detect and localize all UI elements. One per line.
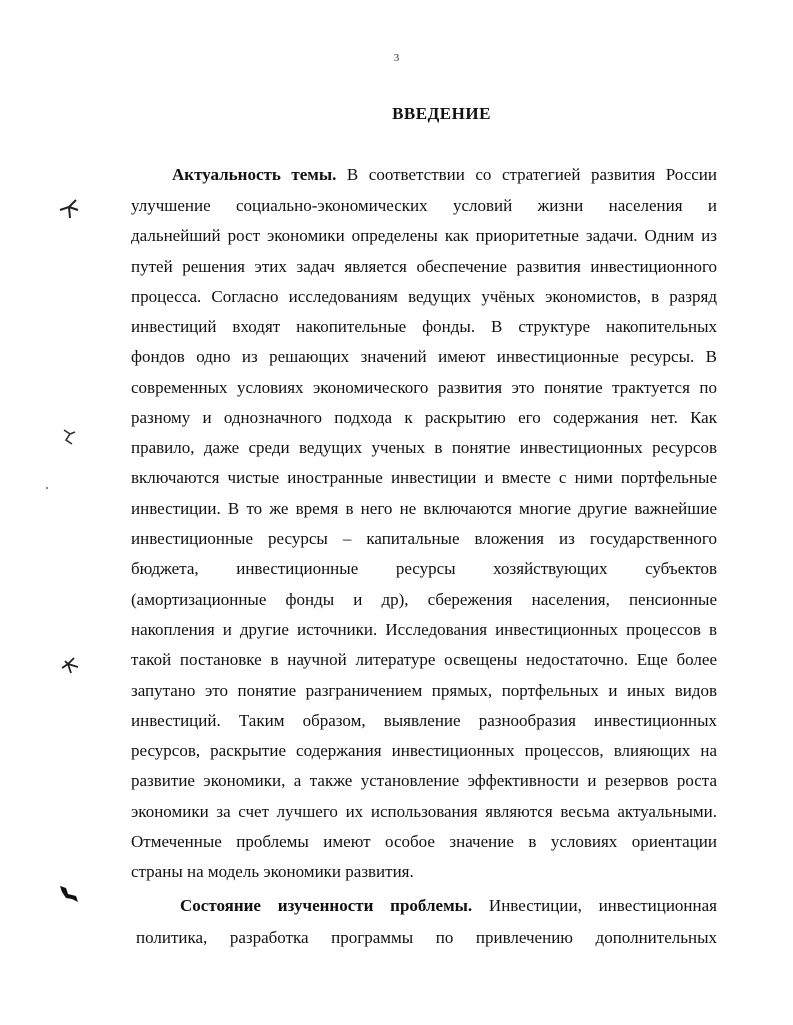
section-lead-study-state: Состояние изученности проблемы. <box>180 896 473 915</box>
paragraph-line: включаются чистые иностранные инвестиции и вместе с ними портфельные <box>131 468 717 487</box>
paragraph-line: процесса. Согласно исследованиям ведущих учёных экономистов, в разряд <box>131 287 717 306</box>
paragraph-line: улучшение социально-экономических условий жизни населения и <box>131 196 717 215</box>
margin-scan-mark-icon <box>56 196 82 222</box>
paragraph-line: фондов одно из решающих значений имеют инвестиционные ресурсы. В <box>131 347 717 366</box>
paragraph-line: бюджета, инвестиционные ресурсы хозяйствующих субъектов <box>131 559 717 578</box>
page-number: 3 <box>393 52 400 64</box>
paragraph-line: ресурсов, раскрытие содержания инвестиционных процессов, влияющих на <box>131 741 717 760</box>
paragraph-line: правило, даже среди ведущих ученых в понятие инвестиционных ресурсов <box>131 438 717 457</box>
paragraph-line: путей решения этих задач является обеспечение развития инвестиционного <box>131 257 717 276</box>
paragraph-line: Отмеченные проблемы имеют особое значение в условиях ориентации <box>131 832 717 851</box>
paragraph-line: инвестиции. В то же время в него не включаются многие другие важнейшие <box>131 499 717 518</box>
margin-scan-mark-icon <box>56 880 82 906</box>
paragraph-line: современных условиях экономического развития это понятие трактуется по <box>131 378 717 397</box>
paragraph-line: разному и однозначного подхода к раскрытию его содержания нет. Как <box>131 408 717 427</box>
paragraph-line: такой постановке в научной литературе освещены недостаточно. Еще более <box>131 650 717 669</box>
paragraph-line: накопления и другие источники. Исследования инвестиционных процессов в <box>131 620 717 639</box>
paragraph-line: инвестиций. Таким образом, выявление разнообразия инвестиционных <box>131 711 717 730</box>
paragraph-line: дальнейший рост экономики определены как приоритетные задачи. Одним из <box>131 226 717 245</box>
paragraph-line: запутано это понятие разграничением прямых, портфельных и иных видов <box>131 681 717 700</box>
paragraph-line: инвестиций входят накопительные фонды. В структуре накопительных <box>131 317 717 336</box>
paragraph-line: политика, разработка программы по привлечению дополнительных <box>136 928 717 947</box>
scan-speck <box>46 487 48 489</box>
paragraph-line: экономики за счет лучшего их использования являются весьма актуальными. <box>131 802 717 821</box>
paragraph-line: Актуальность темы. В соответствии со стратегией развития России <box>172 165 717 184</box>
section-lead-actuality: Актуальность темы. <box>172 165 337 184</box>
margin-scan-mark-icon <box>56 424 82 450</box>
paragraph-line: страны на модель экономики развития. <box>131 862 414 881</box>
paragraph-line: развитие экономики, а также установление эффективности и резервов роста <box>131 771 717 790</box>
paragraph-line: инвестиционные ресурсы – капитальные вложения из государственного <box>131 529 717 548</box>
margin-scan-mark-icon <box>56 652 82 678</box>
paragraph-line: (амортизационные фонды и др), сбережения населения, пенсионные <box>131 590 717 609</box>
page-title: ВВЕДЕНИЕ <box>392 104 491 123</box>
paragraph-line: Состояние изученности проблемы. Инвестиции, инвестиционная <box>180 896 717 915</box>
